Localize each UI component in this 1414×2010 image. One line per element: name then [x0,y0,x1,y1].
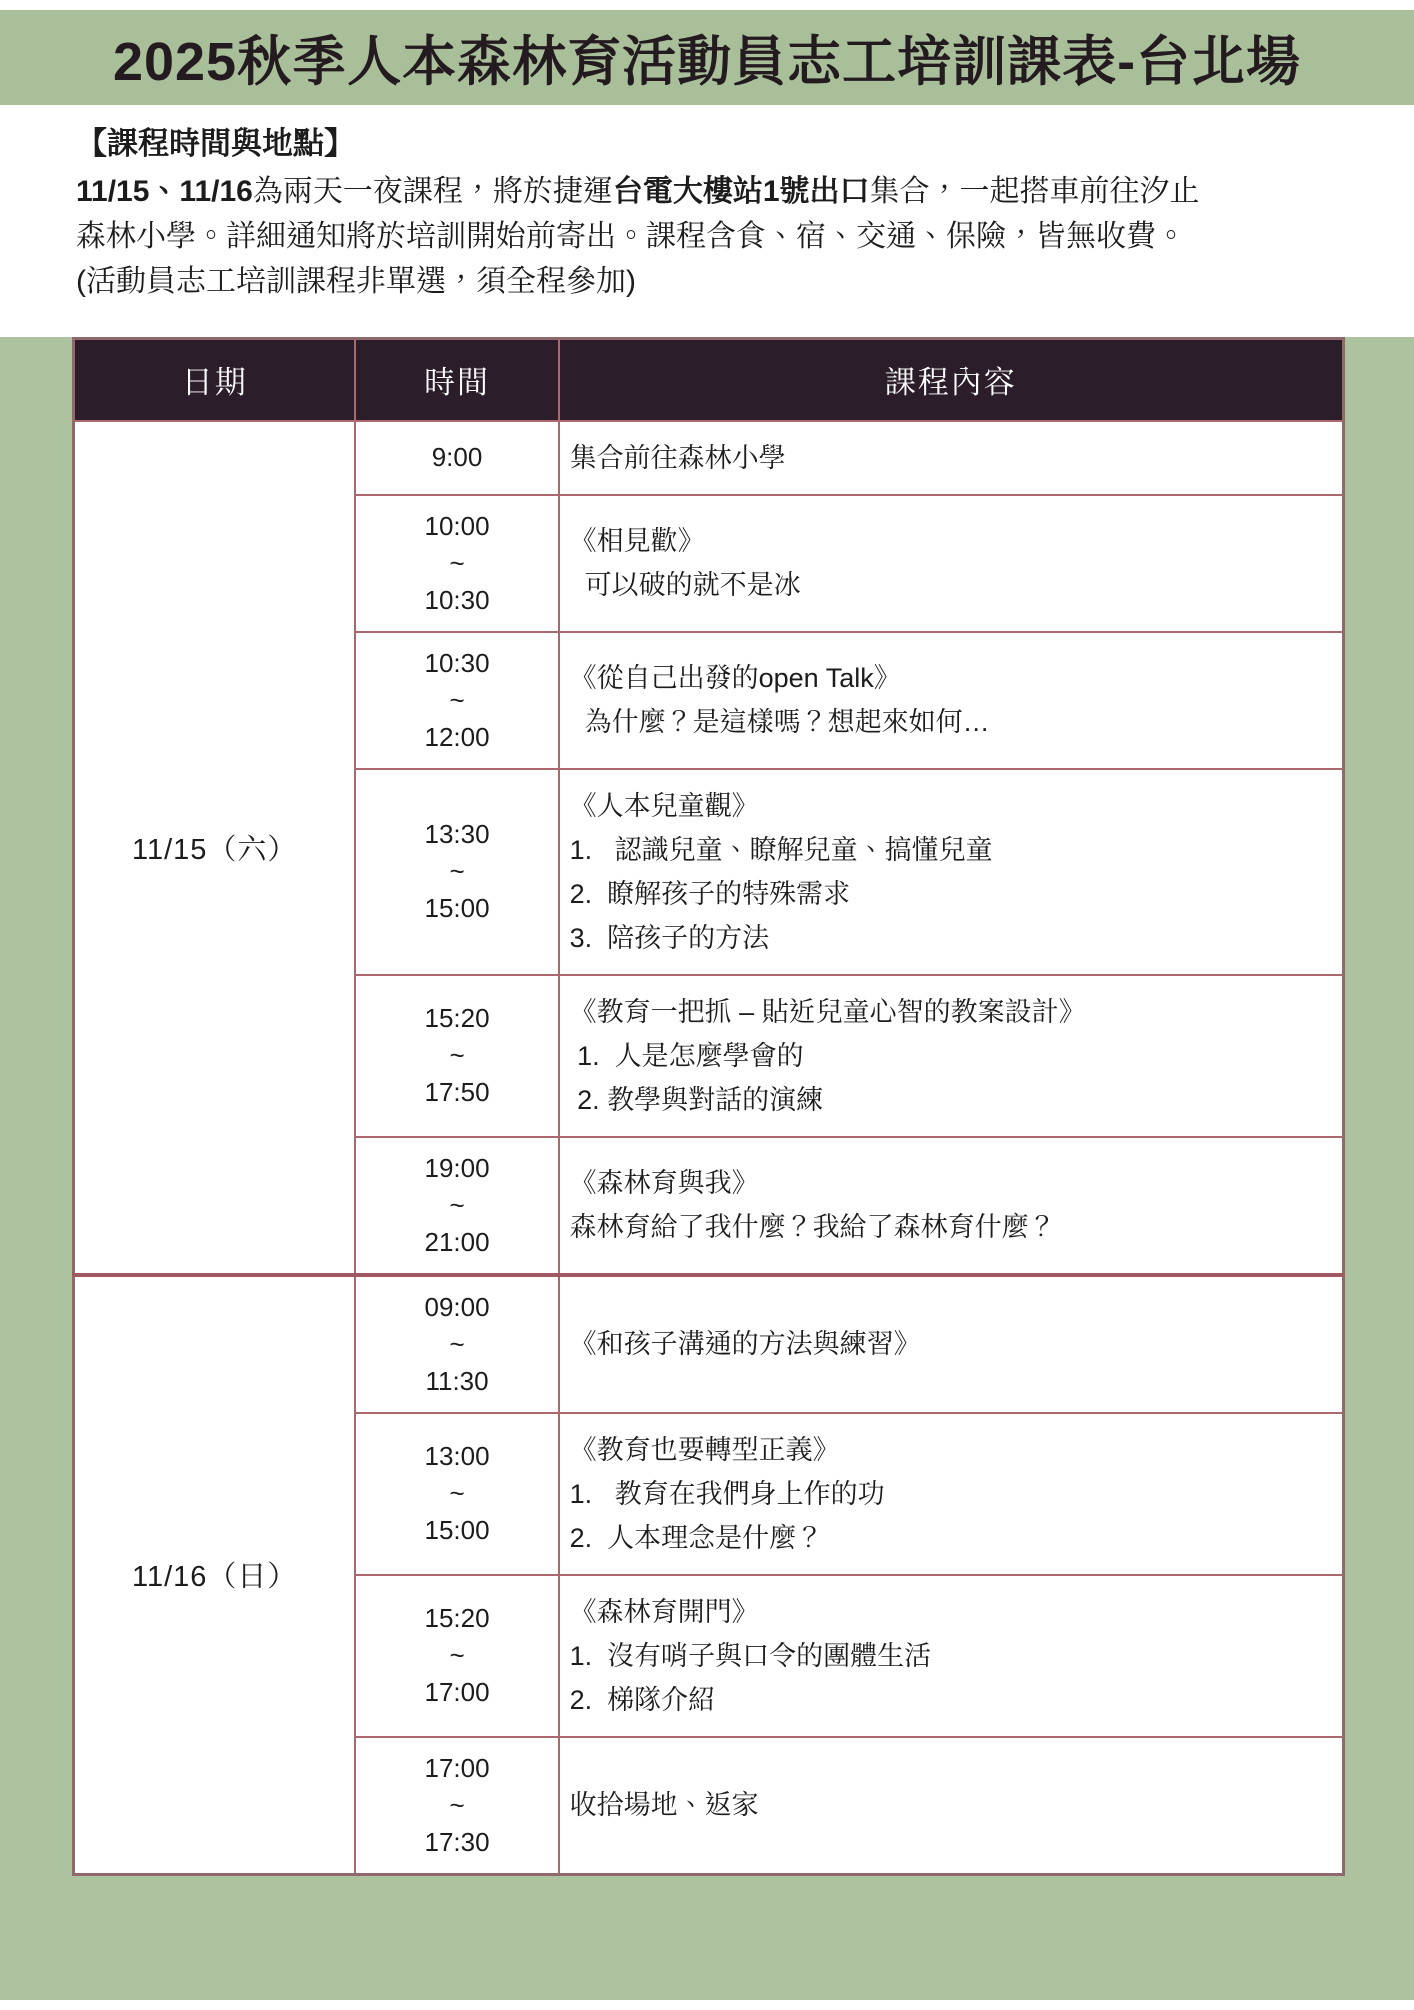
time-cell [355,632,558,769]
time-line: ~ [449,1328,465,1359]
course-detail-line: 為什麼？是這樣嗎？想起來如何… [569,707,990,737]
time-line: 10:30 [424,647,490,678]
course-detail-line: 2. 梯隊介紹 [569,1684,716,1715]
time-cell [355,1137,558,1275]
time-line: ~ [449,1040,465,1070]
intro-text-1: 為兩天一夜課程，將於捷運 [252,175,613,208]
header-date: 日期 [74,339,356,421]
page-title: 2025秋季人本森林育活動員志工培訓課表-台北場 [112,32,1302,92]
course-title-line: 《教育也要轉型正義》 [569,1434,840,1465]
time-line: 09:00 [424,1291,490,1322]
time-line: 11:30 [425,1365,489,1396]
time-line: ~ [449,547,465,578]
course-detail-line: 1. 沒有哨子與口令的團體生活 [569,1640,932,1671]
course-title-line: 《森林育開門》 [569,1596,759,1627]
course-detail-line: 收拾場地、返家 [569,1790,759,1820]
time-line: ~ [449,856,465,886]
date-cell: 11/16（日） [74,1275,356,1875]
schedule-flyer [0,10,1414,2010]
course-content-cell [559,769,1344,975]
time-line: 19:00 [424,1152,490,1183]
course-detail-line: 森林育給了我什麼？我給了森林育什麼？ [569,1212,1056,1242]
time-line: 15:20 [424,1603,490,1633]
page-background [0,337,1414,2000]
header-content: 課程內容 [559,339,1344,421]
course-content-cell [559,1137,1344,1275]
time-line: 15:00 [424,1515,490,1545]
course-title-line: 《教育一把抓 – 貼近兒童心智的教案設計》 [569,996,1086,1027]
time-line: 13:00 [424,1441,490,1471]
intro-bold-station: 台電大樓站1號出口 [612,175,870,208]
time-line: ~ [449,1478,465,1508]
time-line: 17:50 [424,1077,490,1107]
time-line: ~ [449,1789,465,1820]
time-line: 17:00 [424,1752,490,1783]
course-detail-line: 3. 陪孩子的方法 [569,922,770,953]
intro-paragraph [76,169,1214,304]
time-line: 15:00 [424,893,490,923]
time-line: 15:20 [424,1003,490,1033]
time-line: ~ [449,684,465,715]
date-cell: 11/15（六） [74,421,356,1275]
course-title-line: 《從自己出發的open Talk》 [569,663,901,693]
time-line: ~ [449,1640,465,1670]
course-title-line: 《森林育與我》 [569,1168,759,1198]
schedule-table [72,337,1345,1876]
course-content-cell [559,1275,1344,1413]
intro-bold-dates: 11/15、11/16 [76,175,253,208]
course-detail-line: 1. 人是怎麼學會的 [569,1040,804,1071]
table-row [74,421,1344,495]
time-cell [355,1275,558,1413]
course-content-cell [559,975,1344,1137]
time-line: 9:00 [431,442,483,472]
time-cell [355,495,558,632]
course-detail-line: 集合前往森林小學 [569,442,786,473]
course-content-cell [559,1737,1344,1875]
time-line: 12:00 [424,721,490,752]
course-detail-line: 可以破的就不是冰 [569,570,801,600]
time-cell [355,1575,558,1737]
course-title-line: 《和孩子溝通的方法與練習》 [569,1329,921,1359]
course-content-cell [559,495,1344,632]
course-title-line: 《人本兒童觀》 [569,790,759,821]
intro-heading: 【課程時間與地點】 [76,126,355,161]
title-band [0,10,1414,105]
course-content-cell [559,632,1344,769]
course-detail-line: 2. 教學與對話的演練 [569,1084,824,1115]
time-line: 17:00 [424,1677,490,1707]
time-line: ~ [449,1189,465,1220]
course-content-cell [559,421,1344,495]
time-line: 10:30 [424,584,490,615]
course-content-cell [559,1413,1344,1575]
course-title-line: 《相見歡》 [569,526,705,556]
time-line: 13:30 [424,819,490,849]
course-detail-line: 1. 認識兒童、瞭解兒童、搞懂兒童 [569,834,993,865]
course-detail-line: 2. 人本理念是什麼？ [569,1522,824,1553]
time-line: 10:00 [424,510,490,541]
header-time: 時間 [355,339,558,421]
course-detail-line: 2. 瞭解孩子的特殊需求 [569,878,851,909]
course-detail-line: 1. 教育在我們身上作的功 [569,1478,885,1509]
time-cell [355,1413,558,1575]
time-cell [355,769,558,975]
time-cell [355,975,558,1137]
intro-text-2: 集合，一起搭車前往汐止森林小學。詳細通知將於培訓開始前寄出。課程含食、宿、交通、保險，皆無收費。(活動員志工培訓課程非單選，須全程參加) [76,175,1200,298]
time-cell [355,1737,558,1875]
table-row [74,1275,1344,1413]
time-cell [355,421,558,495]
time-line: 21:00 [424,1226,490,1257]
header-row [74,339,1344,421]
schedule-body [74,421,1344,1875]
intro-section [0,105,1414,337]
time-line: 17:30 [424,1826,490,1857]
course-content-cell [559,1575,1344,1737]
schedule-header [74,339,1344,421]
